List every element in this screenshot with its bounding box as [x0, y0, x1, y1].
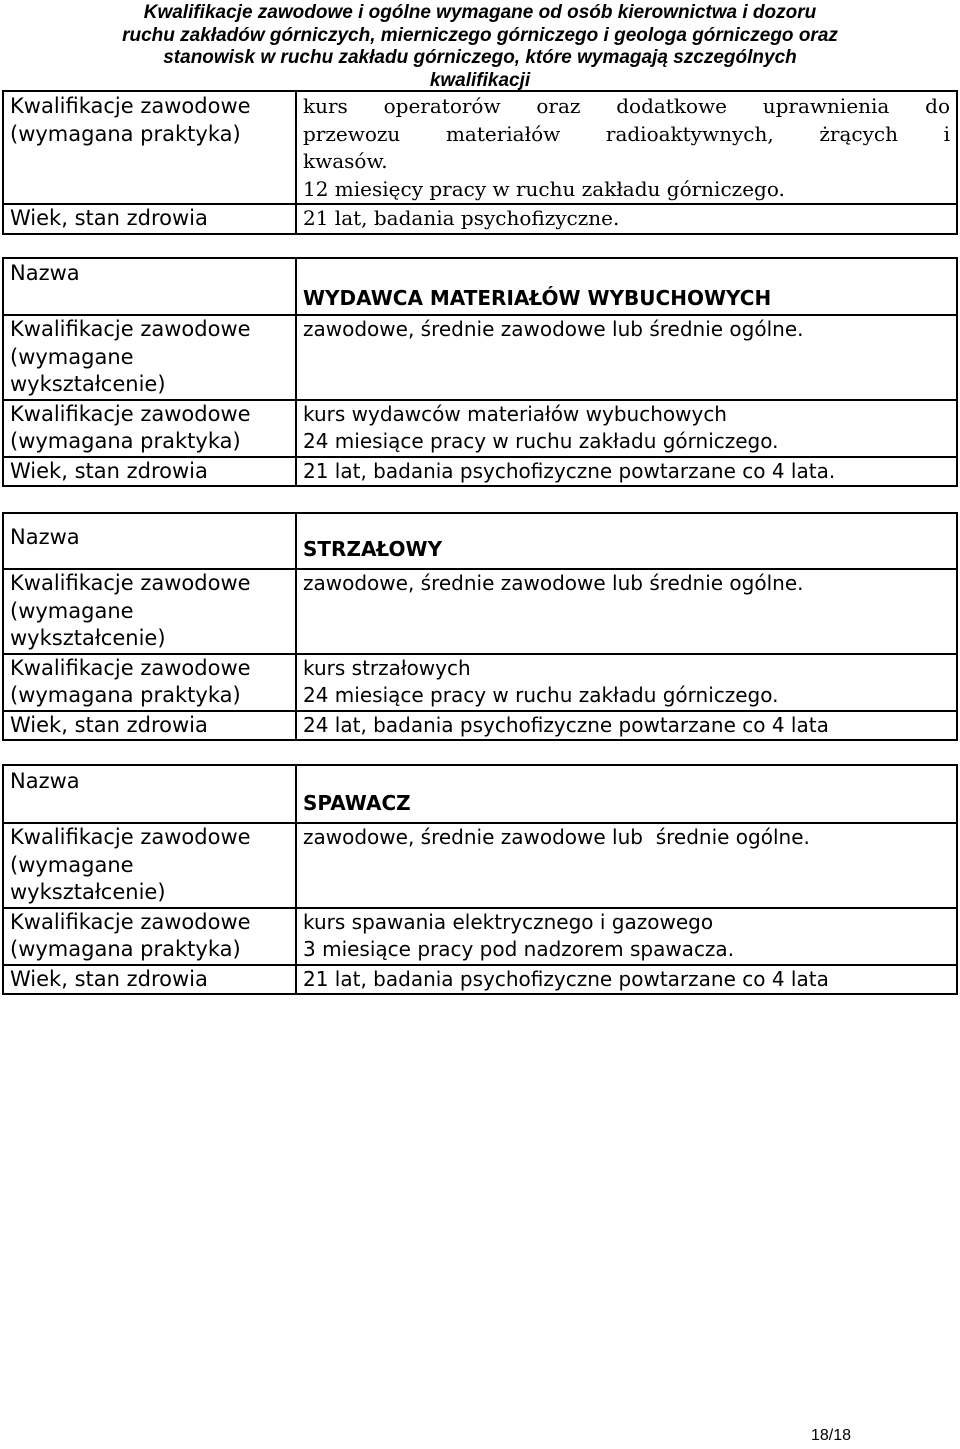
- row-label: [3, 569, 296, 654]
- table-row: [3, 823, 957, 908]
- position-name-cell: [296, 513, 957, 569]
- value-line: 21 lat, badania psychofizyczne.: [303, 206, 620, 230]
- table-row: [3, 711, 957, 741]
- position-name: WYDAWCA MATERIAŁÓW WYBUCHOWYCH: [303, 286, 772, 310]
- table-row: [3, 315, 957, 400]
- label-line: (wymagane: [10, 852, 134, 877]
- value-line: 12 miesięcy pracy w ruchu zakładu górniczego.: [303, 176, 785, 201]
- row-value: [296, 965, 957, 995]
- value-line: 24 miesiące pracy w ruchu zakładu górniczego.: [303, 683, 779, 707]
- row-label: [3, 513, 296, 569]
- value-line: kurs wydawców materiałów wybuchowych: [303, 401, 727, 426]
- qualification-table-continued: [2, 90, 958, 235]
- row-value: [296, 204, 957, 234]
- value-line: 21 lat, badania psychofizyczne powtarzane co 4 lata.: [303, 458, 836, 483]
- title-line: kwalifikacji: [429, 69, 531, 91]
- label-line: (wymagane: [10, 344, 134, 369]
- table-row: [3, 965, 957, 995]
- label-line: Kwalifikacje zawodowe: [10, 401, 251, 426]
- label-line: wykształcenie): [10, 880, 166, 904]
- row-value: [296, 91, 957, 204]
- label-line: (wymagana praktyka): [10, 121, 241, 146]
- label-line: (wymagana praktyka): [10, 683, 241, 707]
- table-row: [3, 258, 957, 315]
- label-line: wykształcenie): [10, 626, 166, 650]
- table-row: [3, 569, 957, 654]
- value-line: 24 lat, badania psychofizyczne powtarzane co 4 lata: [303, 712, 829, 737]
- row-label: [3, 457, 296, 487]
- title-line: ruchu zakładów górniczych, mierniczego górniczego i geologa górniczego oraz: [122, 24, 838, 46]
- table-row: [3, 654, 957, 711]
- value-line: 21 lat, badania psychofizyczne powtarzane co 4 lata: [303, 966, 829, 991]
- value-line: przewozu materiałów radioaktywnych, żrących i: [303, 121, 950, 146]
- row-label: [3, 654, 296, 711]
- row-label: [3, 258, 296, 315]
- value-line: zawodowe, średnie zawodowe lub średnie ogólne.: [303, 317, 804, 341]
- table-row: [3, 457, 957, 487]
- value-line: kurs spawania elektrycznego i gazowego: [303, 909, 714, 934]
- qualification-table-strzalowy: [2, 512, 958, 741]
- row-value: [296, 654, 957, 711]
- qualification-table-spawacz: [2, 764, 958, 995]
- row-label: [3, 91, 296, 204]
- position-name: STRZAŁOWY: [303, 537, 443, 561]
- table-row: [3, 908, 957, 965]
- row-label: [3, 965, 296, 995]
- label-line: Wiek, stan zdrowia: [10, 712, 208, 737]
- title-line: stanowisk w ruchu zakładu górniczego, które wymagają szczególnych: [163, 47, 797, 68]
- row-value: [296, 457, 957, 487]
- label-line: Wiek, stan zdrowia: [10, 206, 208, 230]
- label-line: Kwalifikacje zawodowe: [10, 571, 251, 595]
- row-label: [3, 908, 296, 965]
- page-number: 18/18: [811, 1427, 852, 1444]
- title-line: Kwalifikacje zawodowe i ogólne wymagane od osób kierownictwa i dozoru: [143, 2, 817, 23]
- row-value: [296, 908, 957, 965]
- row-label: [3, 204, 296, 234]
- label-line: Kwalifikacje zawodowe: [10, 909, 251, 934]
- table-row: [3, 513, 957, 569]
- label-line: Kwalifikacje zawodowe: [10, 825, 251, 849]
- label-line: Nazwa: [10, 525, 80, 549]
- label-line: Wiek, stan zdrowia: [10, 966, 208, 991]
- label-line: Kwalifikacje zawodowe: [10, 655, 251, 680]
- label-line: (wymagana praktyka): [10, 429, 241, 453]
- value-line: kurs operatorów oraz dodatkowe uprawnienia do: [303, 94, 950, 118]
- table-row: [3, 765, 957, 823]
- position-name-cell: [296, 765, 957, 823]
- row-value: [296, 400, 957, 457]
- value-line: zawodowe, średnie zawodowe lub średnie ogólne.: [303, 571, 804, 595]
- table-row: [3, 204, 957, 234]
- label-line: Kwalifikacje zawodowe: [10, 317, 251, 341]
- label-line: (wymagane: [10, 598, 134, 623]
- label-line: Kwalifikacje zawodowe: [10, 94, 251, 118]
- value-line: kurs strzałowych: [303, 655, 471, 680]
- position-name: SPAWACZ: [303, 791, 411, 815]
- label-line: wykształcenie): [10, 372, 166, 396]
- label-line: Nazwa: [10, 261, 80, 285]
- value-line: kwasów.: [303, 149, 388, 173]
- row-value: [296, 569, 957, 654]
- value-line: 3 miesiące pracy pod nadzorem spawacza.: [303, 937, 735, 961]
- label-line: Wiek, stan zdrowia: [10, 458, 208, 483]
- row-label: [3, 315, 296, 400]
- row-value: [296, 315, 957, 400]
- row-label: [3, 400, 296, 457]
- value-line: zawodowe, średnie zawodowe lub średnie ogólne.: [303, 825, 810, 849]
- row-label: [3, 711, 296, 741]
- document-title: [0, 2, 960, 92]
- label-line: (wymagana praktyka): [10, 937, 241, 961]
- label-line: Nazwa: [10, 769, 80, 793]
- position-name-cell: [296, 258, 957, 315]
- row-label: [3, 765, 296, 823]
- value-line: 24 miesiące pracy w ruchu zakładu górniczego.: [303, 429, 779, 453]
- row-value: [296, 823, 957, 908]
- row-label: [3, 823, 296, 908]
- qualification-table-wydawca: [2, 257, 958, 487]
- row-value: [296, 711, 957, 741]
- table-row: [3, 400, 957, 457]
- table-row: [3, 91, 957, 204]
